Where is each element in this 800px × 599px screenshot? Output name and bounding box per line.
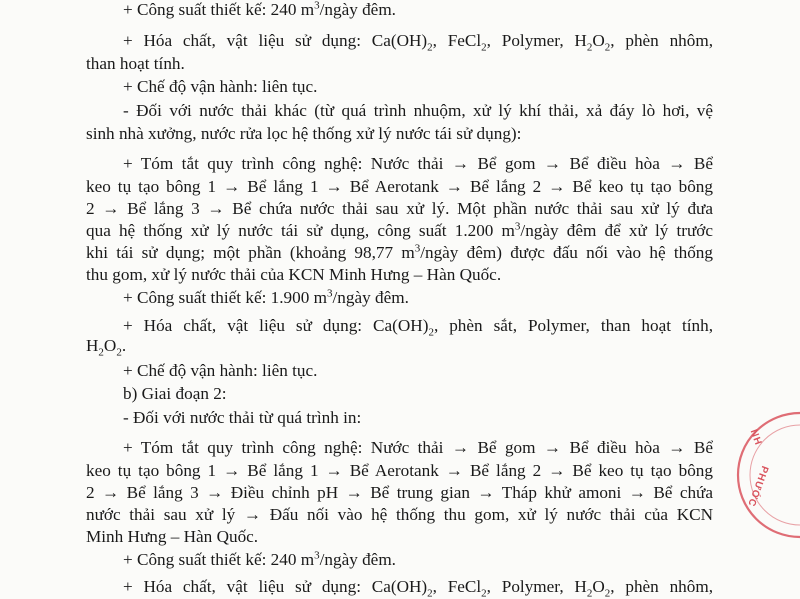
- paragraph-line: qua hệ thống xử lý nước tái sử dụng, công suất 1.200 $m^3$/ngày đêm để xử lý trước: [86, 220, 713, 240]
- paragraph-line: + Hóa chất, vật liệu sử dụng: $Ca(OH)_2$, FeCl$_2$, Polymer, $H_2O_2$, phèn nhôm,: [123, 577, 714, 599]
- paragraph-line: + Hóa chất, vật liệu sử dụng: $Ca(OH)_2$, phèn sắt, Polymer, than hoạt tính,: [123, 316, 714, 339]
- paragraph-line: thu gom, xử lý nước thải của KCN Minh Hưng – Hàn Quốc.: [86, 265, 502, 284]
- paragraph-line: - Đối với nước thải từ quá trình in:: [123, 408, 362, 427]
- paragraph-line: + Hóa chất, vật liệu sử dụng: $Ca(OH)_2$, FeCl$_2$, Polymer, $H_2O_2$, phèn nhôm,: [123, 31, 714, 54]
- paragraph-line: sinh nhà xưởng, nước rửa lọc hệ thống xử lý nước tái sử dụng):: [86, 124, 522, 143]
- paragraph-line: - Đối với nước thải khác (từ quá trình nhuộm, xử lý khí thải, xả đáy lò hơi, vệ: [123, 101, 713, 120]
- stamp-text-right: PHƯỚC: [744, 464, 770, 509]
- paragraph-line: keo tụ tạo bông 1 → Bể lắng 1 → Bể Aerotank → Bể lắng 2 → Bể keo tụ tạo bông: [86, 177, 713, 196]
- paragraph-line: + Chế độ vận hành: liên tục.: [123, 361, 318, 380]
- paragraph-line: 2 → Bể lắng 3 → Bể chứa nước thải sau xử lý. Một phần nước thải sau xử lý đưa: [86, 199, 713, 218]
- paragraph-line: keo tụ tạo bông 1 → Bể lắng 1 → Bể Aerotank → Bể lắng 2 → Bể keo tụ tạo bông: [86, 461, 713, 480]
- paragraph-line: + Công suất thiết kế: 240 $m^3$/ngày đêm.: [123, 549, 396, 569]
- paragraph-line: nước thải sau xử lý → Đấu nối vào hệ thống thu gom, xử lý nước thải của KCN: [86, 505, 713, 524]
- paragraph-line: + Tóm tắt quy trình công nghệ: Nước thải → Bể gom → Bể điều hòa → Bể: [123, 438, 713, 457]
- paragraph-line: + Công suất thiết kế: 1.900 $m^3$/ngày đêm.: [123, 287, 409, 307]
- paragraph-line: than hoạt tính.: [86, 54, 185, 73]
- paragraph-line: khi tái sử dụng; một phần (khoảng 98,77 $m^3$/ngày đêm) được đấu nối vào hệ thống: [86, 242, 713, 262]
- stamp-text-top: NH: [747, 428, 764, 448]
- paragraph-line: $H_2O_2$.: [86, 336, 127, 359]
- paragraph-line: + Chế độ vận hành: liên tục.: [123, 77, 318, 96]
- section-heading: b) Giai đoạn 2:: [123, 384, 227, 403]
- paragraph-line: 2 → Bể lắng 3 → Điều chỉnh pH → Bể trung gian → Tháp khử amoni → Bể chứa: [86, 483, 713, 502]
- paragraph-line: + Tóm tắt quy trình công nghệ: Nước thải → Bể gom → Bể điều hòa → Bể: [123, 154, 713, 173]
- paragraph-line: Minh Hưng – Hàn Quốc.: [86, 527, 259, 546]
- paragraph-line: + Công suất thiết kế: 240 $m^3$/ngày đêm.: [123, 0, 396, 19]
